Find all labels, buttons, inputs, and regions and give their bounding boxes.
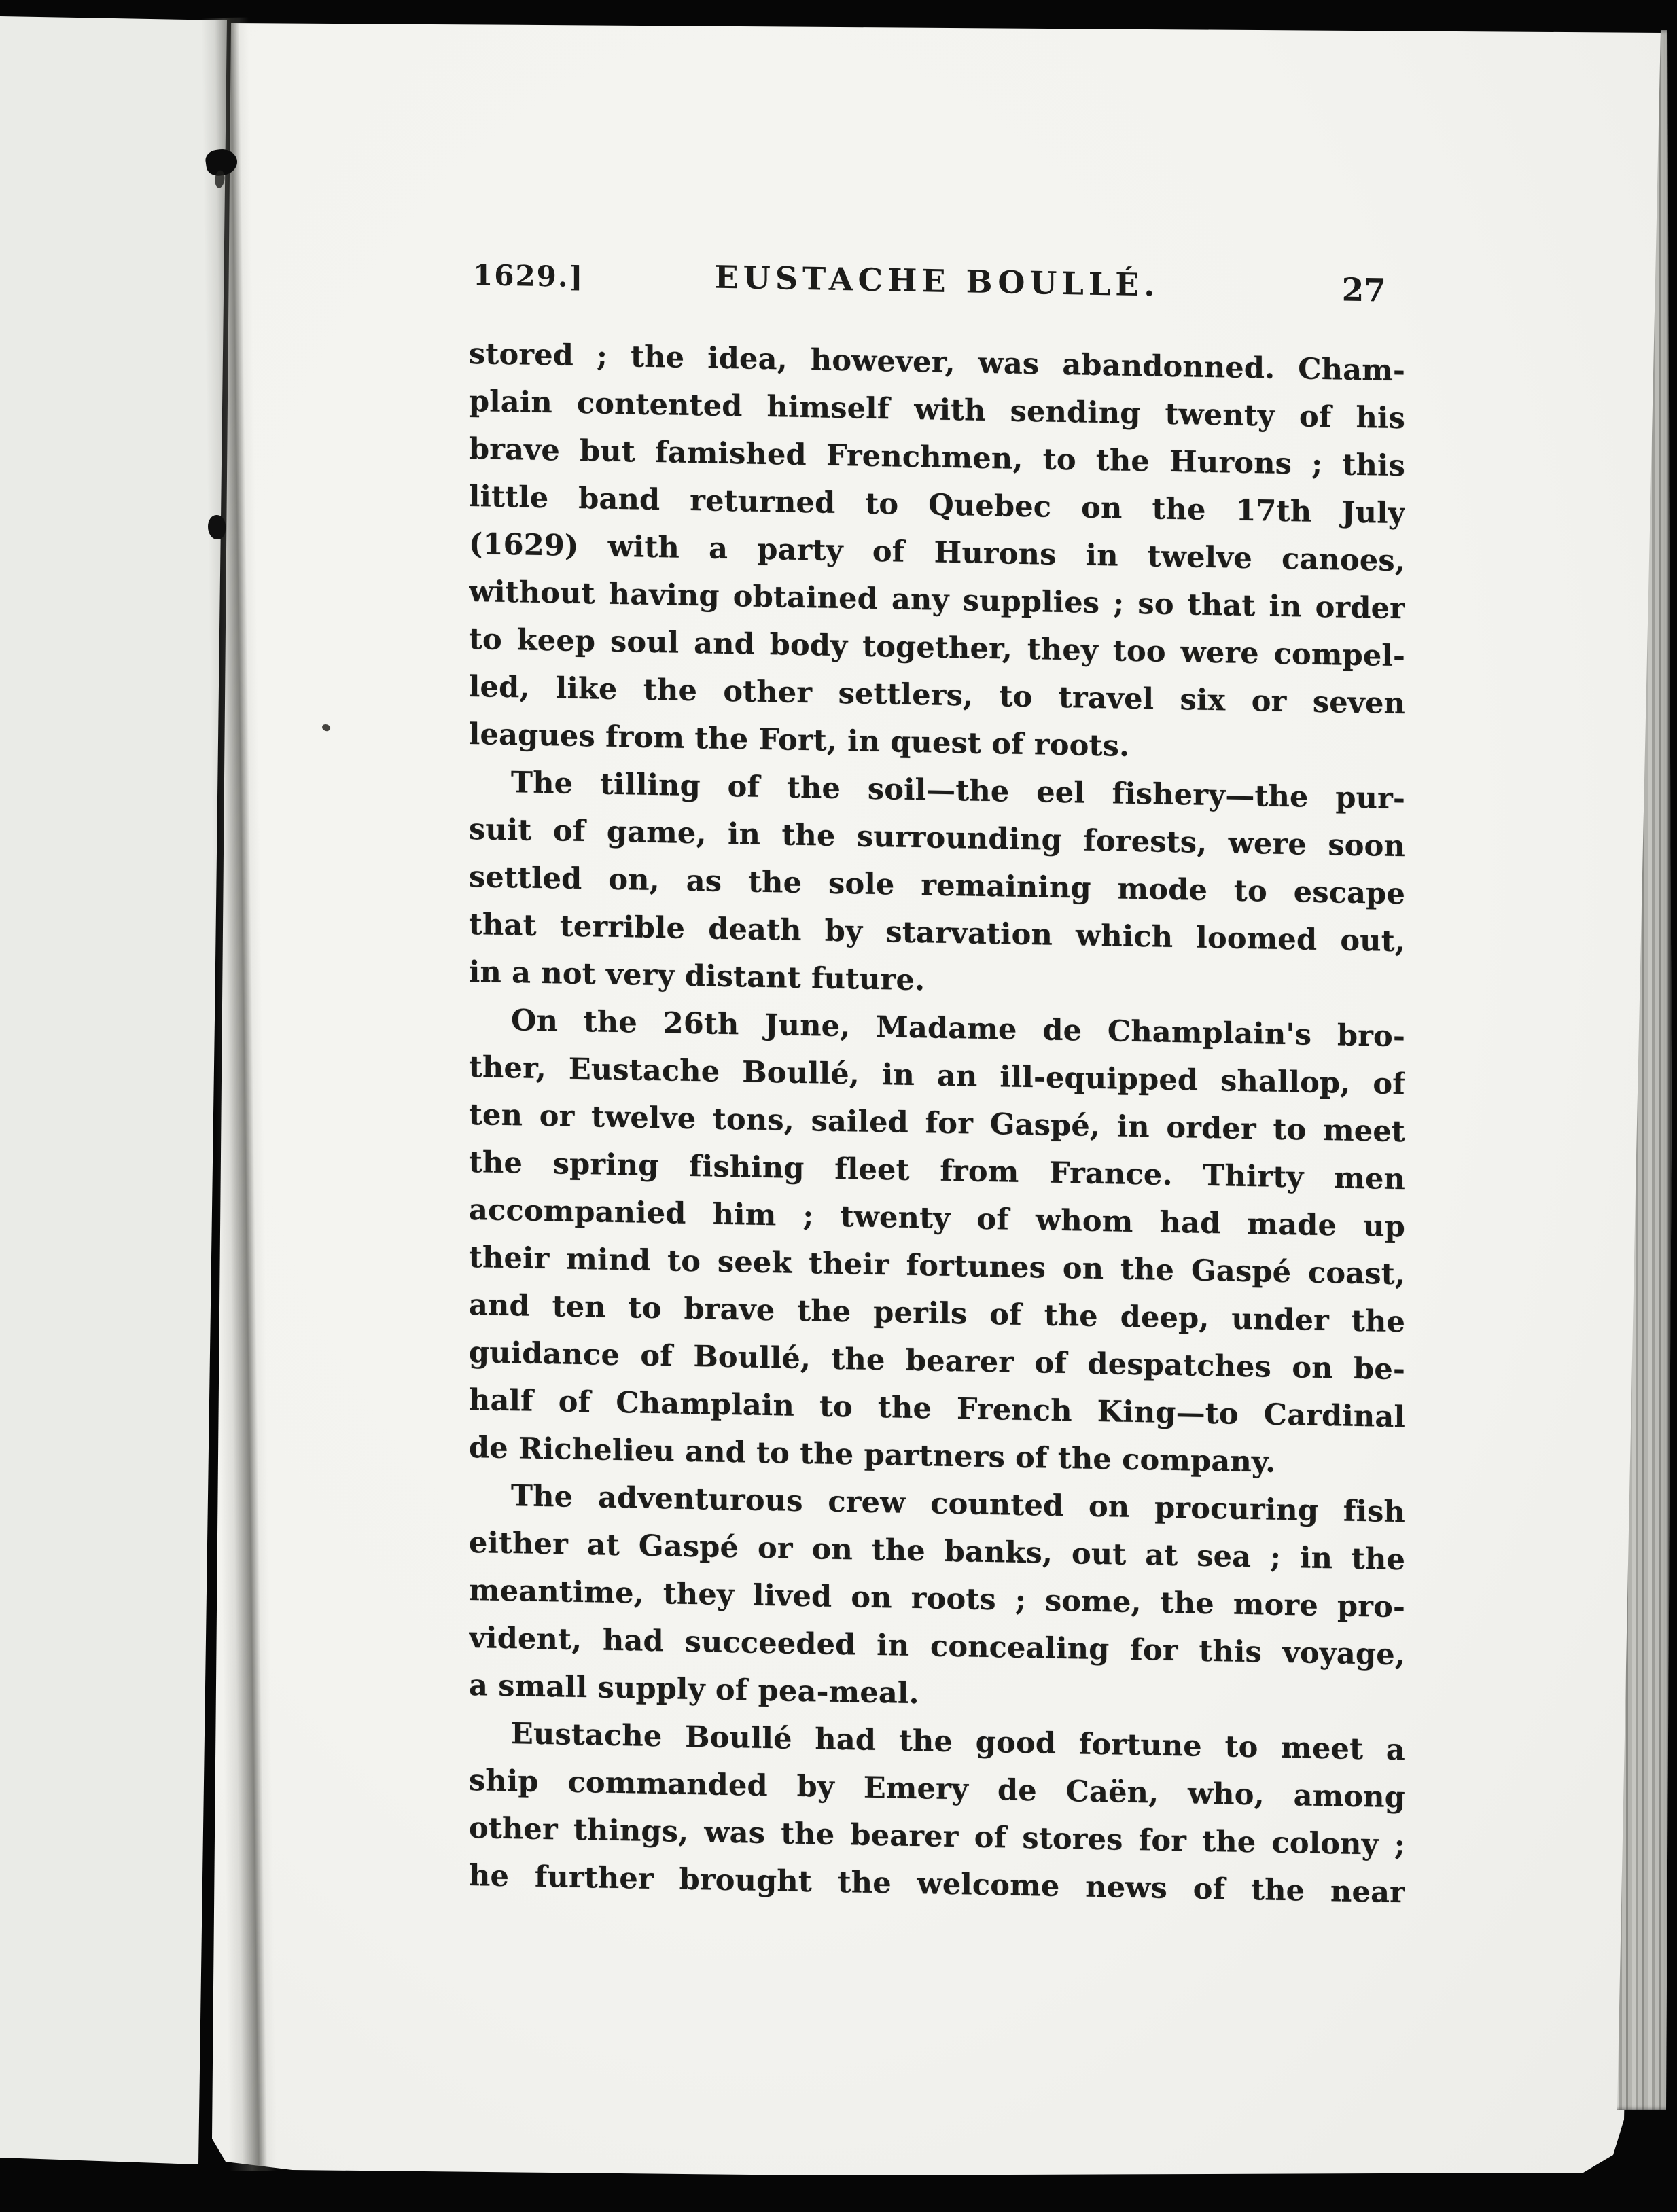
text-line: The adventurous crew counted on procuring fish bbox=[511, 1479, 1405, 1530]
text-line: ten or twelve tons, sailed for Gaspé, in order to meet bbox=[469, 1098, 1405, 1149]
text-line: little band returned to Quebec on the 17th July bbox=[469, 480, 1405, 531]
text-line: plain contented himself with sending twenty of his bbox=[469, 385, 1405, 436]
text-line: either at Gaspé or on the banks, out at sea ; in the bbox=[469, 1526, 1405, 1577]
text-line: brave but famished Frenchmen, to the Hurons ; this bbox=[469, 432, 1405, 484]
text-line: he further brought the welcome news of the near bbox=[469, 1859, 1405, 1910]
text-line: On the 26th June, Madame de Champlain's bro- bbox=[511, 1003, 1405, 1054]
paragraph bbox=[469, 1709, 1405, 1916]
text-line: The tilling of the soil—the eel fishery—the pur- bbox=[511, 766, 1405, 817]
text-line: guidance of Boullé, the bearer of despatches on be- bbox=[469, 1336, 1405, 1387]
text-line: (1629) with a party of Hurons in twelve canoes, bbox=[469, 527, 1405, 579]
text-line: half of Champlain to the French King—to Cardinal bbox=[469, 1383, 1405, 1435]
header-year-bracket: 1629.] bbox=[473, 258, 584, 294]
text-line: to keep soul and body together, they too were compel- bbox=[469, 622, 1405, 674]
paragraph bbox=[469, 1471, 1405, 1726]
running-title: EUSTACHE BOULLÉ. bbox=[714, 258, 1160, 304]
text-line: meantime, they lived on roots ; some, the more pro- bbox=[469, 1573, 1405, 1625]
text-line: stored ; the idea, however, was abandonned. Cham- bbox=[469, 337, 1405, 389]
text-line: led, like the other settlers, to travel six or seven bbox=[469, 670, 1405, 721]
text-line: leagues from the Fort, in quest of roots. bbox=[469, 717, 1130, 764]
text-line: their mind to seek their fortunes on the Gaspé coast, bbox=[469, 1241, 1405, 1292]
text-line: Eustache Boullé had the good fortune to meet a bbox=[511, 1717, 1405, 1768]
text-line: accompanied him ; twenty of whom had made up bbox=[469, 1193, 1405, 1245]
text-line: in a not very distant future. bbox=[469, 955, 925, 998]
text-line: the spring fishing fleet from France. Thirty men bbox=[469, 1145, 1405, 1197]
text-line: a small supply of pea-meal. bbox=[469, 1669, 919, 1711]
text-line: ther, Eustache Boullé, in an ill-equipped shallop, of bbox=[469, 1050, 1405, 1102]
text-line: without having obtained any supplies ; so that in order bbox=[469, 575, 1405, 626]
paragraph bbox=[469, 330, 1405, 775]
text-line: and ten to brave the perils of the deep, under the bbox=[469, 1288, 1405, 1340]
text-line: de Richelieu and to the partners of the company. bbox=[469, 1431, 1276, 1480]
paragraph bbox=[469, 758, 1405, 1013]
ink-blot-middle bbox=[208, 515, 226, 539]
text-line: settled on, as the sole remaining mode to escape bbox=[469, 860, 1405, 912]
text-line: vident, had succeeded in concealing for this voyage, bbox=[469, 1621, 1405, 1673]
text-line: that terrible death by starvation which loomed out, bbox=[469, 908, 1405, 959]
text-line: ship commanded by Emery de Caën, who, among bbox=[469, 1764, 1405, 1815]
page-content bbox=[469, 254, 1405, 1916]
paragraph bbox=[469, 996, 1405, 1488]
text-line: other things, was the bearer of stores for the colony ; bbox=[469, 1811, 1405, 1863]
page-number: 27 bbox=[1341, 271, 1386, 310]
text-body bbox=[469, 330, 1405, 1916]
text-line: suit of game, in the surrounding forests, were soon bbox=[469, 813, 1405, 864]
